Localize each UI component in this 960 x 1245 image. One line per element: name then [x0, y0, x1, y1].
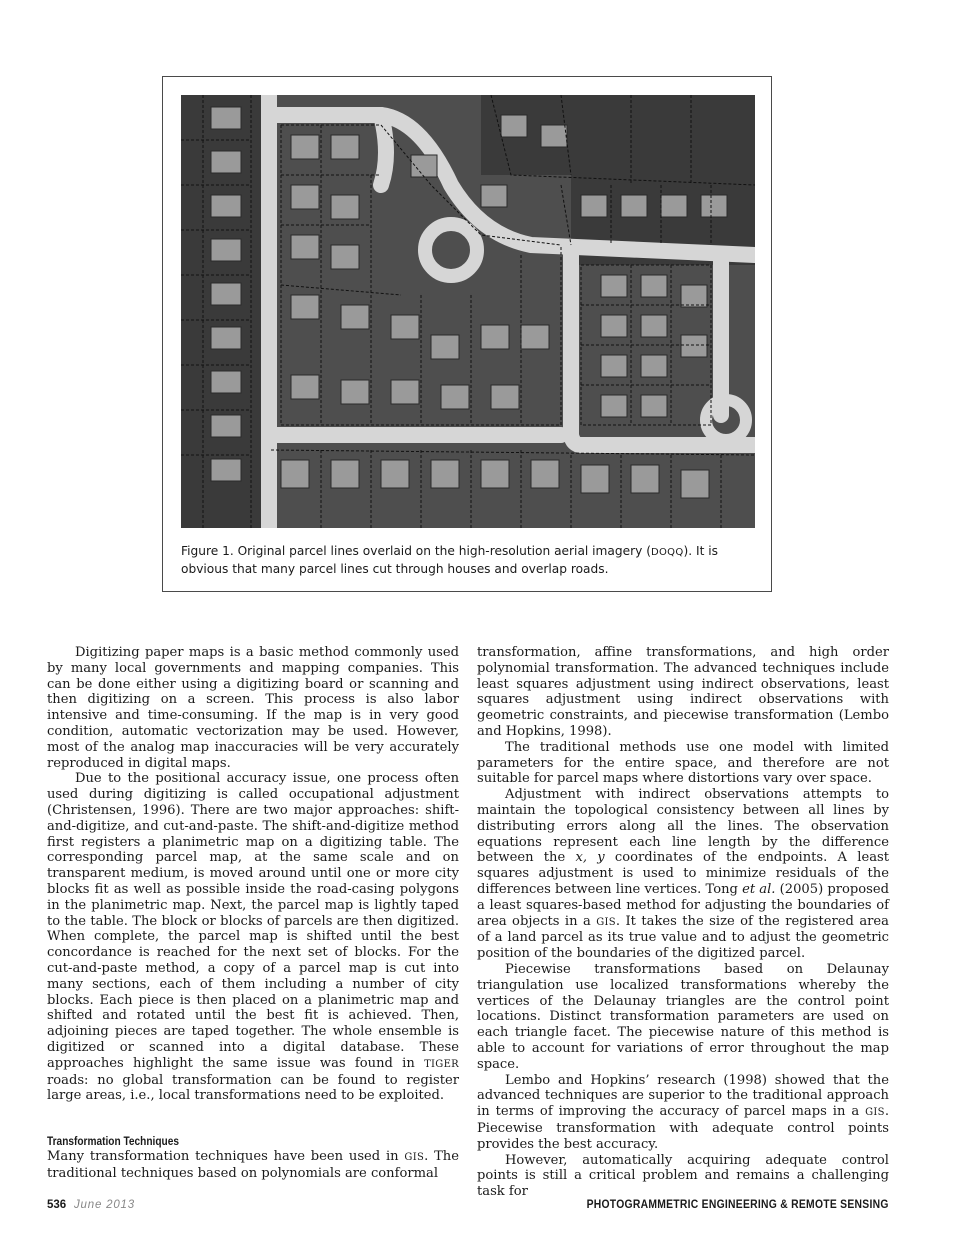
- abbrev-gis: GIS: [865, 1107, 885, 1119]
- aerial-photo-graphic: [181, 95, 755, 528]
- paragraph: [47, 771, 459, 1104]
- caption-abbrev: DOQQ: [651, 547, 684, 558]
- text-run: Adjustment with indirect observations attempts to maintain the topological consistency between all lines by distributing errors along all the lines. The observation equations represent each line length by the difference between the: [477, 787, 889, 866]
- text-run: . Piecewise transformation with adequate control points provides the best accuracy.: [477, 1104, 889, 1152]
- journal-name: PHOTOGRAMMETRIC ENGINEERING & REMOTE SENSING: [586, 1199, 889, 1211]
- paragraph: The traditional methods use one model with limited parameters for the entire space, and therefore are not suitable for parcel maps where distortions vary over space.: [477, 739, 889, 787]
- section-heading: Transformation Techniques: [47, 1136, 179, 1149]
- caption-tail: ). It is obvious that many parcel lines cut through houses and overlap roads.: [181, 544, 719, 576]
- caption-lead: Figure 1. Original parcel lines overlaid on the high-resolution aerial imagery (: [181, 544, 651, 558]
- paragraph: [477, 787, 889, 962]
- text-italic: x, y: [575, 850, 605, 866]
- aerial-image: [181, 95, 755, 528]
- text-run: roads: no global transformation can be found to register large areas, i.e., local transformations need to be exploited.: [47, 1072, 459, 1104]
- abbrev-gis: GIS: [596, 916, 616, 928]
- text-italic: et al.: [742, 881, 776, 897]
- paragraph: transformation, affine transformations, and high order polynomial transformation. The advanced techniques include least squares adjustment using indirect observations, least squares adjustment using indirect observations with geometric constraints, and piecewise transformation (Lembo and Hopkins, 1998).: [477, 645, 889, 739]
- text-run: . It takes the size of the registered area of a land parcel as its true value and to adjust the geometric position of the boundaries of the digitized parcel.: [477, 913, 889, 962]
- page-number: 536: [47, 1199, 67, 1211]
- text-run: Due to the positional accuracy issue, one process often used during digitizing is called occupational adjustment (Christensen, 1996). There are two major approaches: shift-and-digitize, and cut-and-paste. The shift-and-digitize method first registers a planimetric map on a digitizing table. The corresponding parcel map, at the same scale and on transparent medium, is moved around until one or more city blocks fit as well as possible inside the road-casing polygons in the planimetric map. Next, the parcel map is lightly taped to the table. The block or blocks of parcels are then digitized. When complete, the parcel map is shifted until the best concordance is reached for the next set of blocks. For the cut-and-paste method, a copy of a parcel map is cut into many sections, each of them including a number of city blocks. Each piece is then placed on a planimetric map and shifted and rotated until the best fit is achieved. Then, adjoining pieces are taped together. The whole ensemble is digitized or scanned into a digital database. These approaches highlight the same issue was found in: [47, 771, 459, 1071]
- text-run: coordinates of the endpoints. A least squares adjustment is used to minimize residuals of the differences between line vertices. Tong: [477, 850, 889, 897]
- paragraph: [477, 1073, 889, 1153]
- text-run: Lembo and Hopkins’ research (1998) showed that the advanced techniques are superior to the traditional approach in terms of improving the accuracy of parcel maps in a: [477, 1072, 889, 1120]
- abbrev-gis: GIS: [404, 1152, 425, 1164]
- figure-caption: [181, 543, 753, 577]
- text-run: Many transformation techniques have been used in: [47, 1149, 405, 1165]
- paragraph: Digitizing paper maps is a basic method commonly used by many local governments and mapping companies. This can be done either using a digitizing board or scanning and then digitizing on a screen. This process is also labor intensive and time-consuming. If the map is in very good condition, automatic vectorization may be used. However, most of the analog map inaccuracies will be very accurately reproduced in digital maps.: [47, 645, 459, 771]
- text-run: (2005) proposed a least squares-based method for adjusting the boundaries of area objects in a: [477, 881, 889, 929]
- paragraph: However, automatically acquiring adequate control points is still a critical problem and remains a challenging task for: [477, 1152, 889, 1200]
- paragraph: Piecewise transformations based on Delaunay triangulation use localized transformations whereby the vertices of the Delaunay triangles are the control point locations. Distinct transformation parameters are used on each triangle facet. The piecewise nature of this method is able to account for variations of error throughout the map space.: [477, 961, 889, 1072]
- right-column: [477, 645, 889, 1200]
- text-run: . The traditional techniques based on polynomials are conformal: [47, 1149, 459, 1181]
- page-footer: [47, 1199, 889, 1217]
- abbrev-tiger: TIGER: [424, 1058, 459, 1070]
- paragraph: [47, 1149, 459, 1182]
- figure-1: [162, 76, 772, 592]
- left-column: [47, 645, 459, 1182]
- issue-date: June 2013: [74, 1199, 135, 1211]
